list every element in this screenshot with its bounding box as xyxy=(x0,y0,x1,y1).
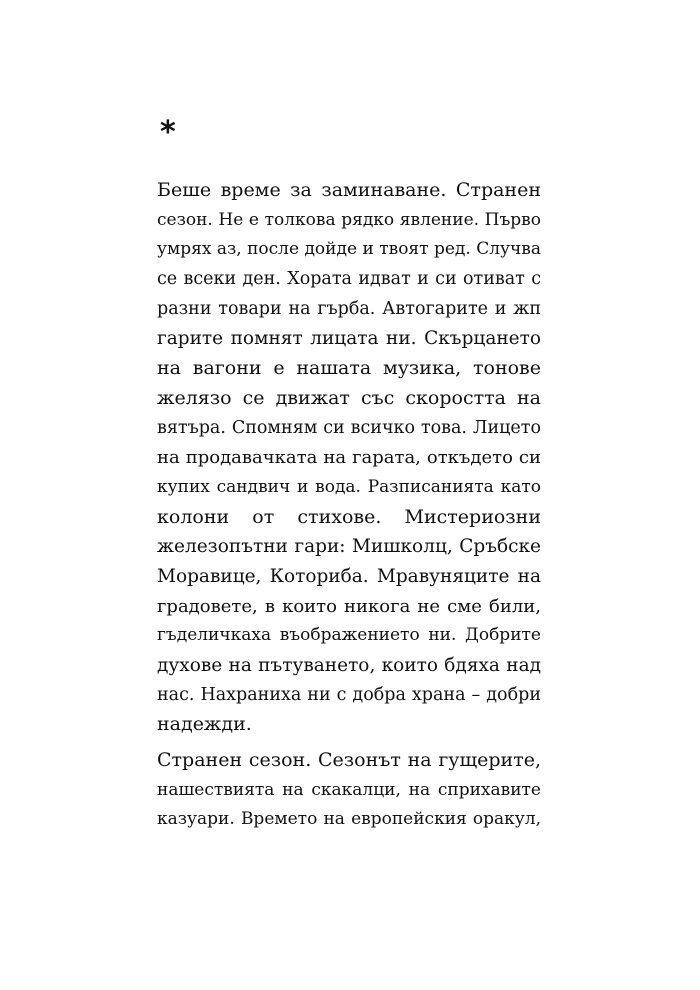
section-break-asterisk: * xyxy=(160,115,176,150)
paragraph xyxy=(157,746,541,835)
text-line: Моравице, Коториба. Мравуняците на xyxy=(157,565,541,587)
text-line: духове на пътуването, които бдяха над xyxy=(157,655,541,676)
text-line: нашествията на скакалци, на сприхавите xyxy=(157,779,541,800)
text-line: умрях аз, после дойде и твоят ред. Случва xyxy=(157,239,541,260)
text-line: сезон. Не е толкова рядко явление. Първо xyxy=(157,209,541,230)
text-line: се всеки ден. Хората идват и си отиват с xyxy=(157,269,541,290)
text-line: градовете, в които никога не сме били, xyxy=(157,595,541,617)
text-line: разни товари на гърба. Автогарите и жп xyxy=(157,298,541,319)
text-line: на продавачката на гарата, откъдето си xyxy=(157,447,541,469)
text-line: железопътни гари: Мишколц, Сръбске xyxy=(157,536,541,558)
text-line: купих сандвич и вода. Разписанията като xyxy=(157,476,541,497)
text-line: гъделичкаха въображението ни. Добрите xyxy=(157,625,541,646)
text-line: колони от стихове. Мистериозни xyxy=(157,505,541,528)
text-line: Беше време за заминаване. Странен xyxy=(157,179,541,201)
paragraph xyxy=(157,176,541,740)
body-text xyxy=(157,176,541,835)
text-line: на вагони е нашата музика, тонове xyxy=(157,357,541,380)
text-line: надежди. xyxy=(157,713,252,736)
text-line: желязо се движат със скоростта на xyxy=(157,386,541,409)
text-line: нас. Нахраниха ни с добра храна – добри xyxy=(157,684,541,705)
text-line: Странен сезон. Сезонът на гущерите, xyxy=(157,749,541,772)
text-line: гарите помнят лицата ни. Скърцането xyxy=(157,328,541,350)
text-line: вятъра. Спомням си всичко това. Лицето xyxy=(157,417,541,438)
text-line: казуари. Времето на европейския оракул, xyxy=(157,809,541,830)
